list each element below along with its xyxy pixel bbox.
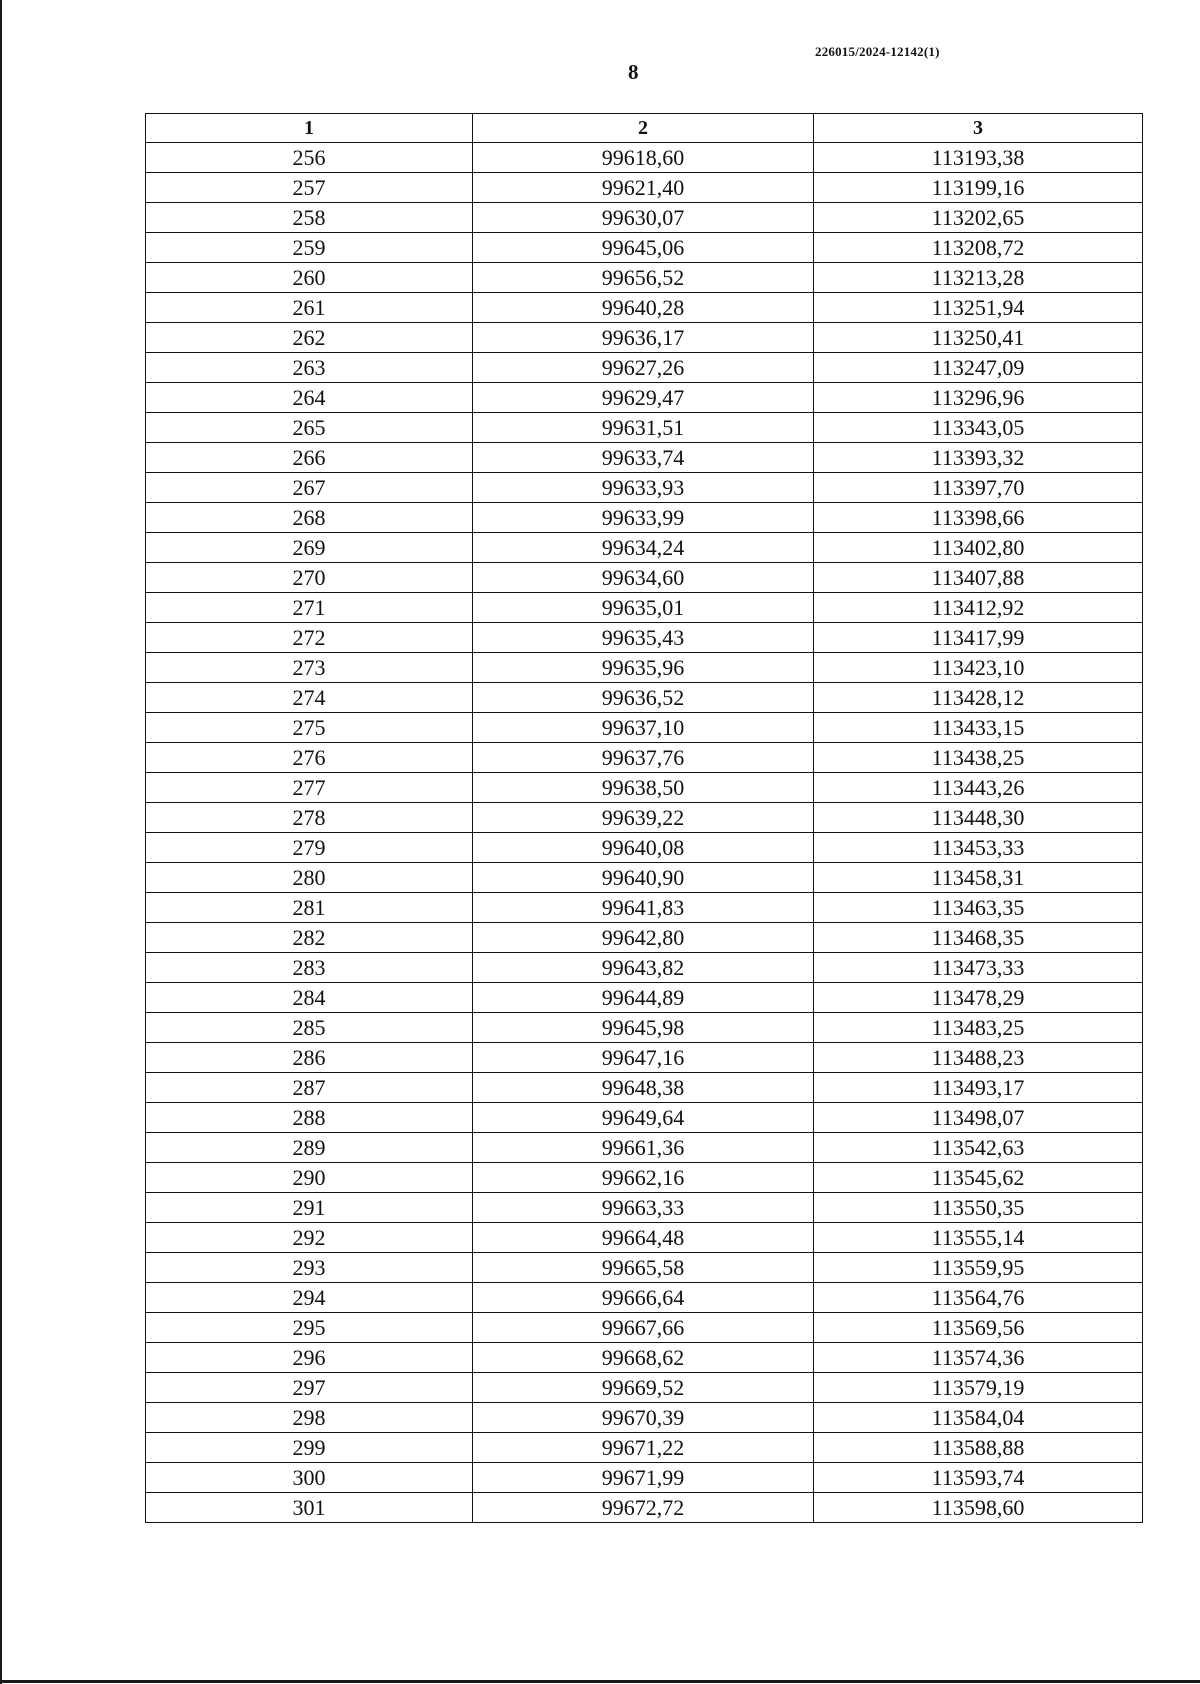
x-coordinate-cell: 99664,48 [473, 1223, 814, 1253]
table-row [146, 563, 1143, 593]
point-number-cell: 273 [146, 653, 473, 683]
y-coordinate-cell: 113247,09 [814, 353, 1143, 383]
point-number-cell: 276 [146, 743, 473, 773]
y-coordinate-cell: 113202,65 [814, 203, 1143, 233]
point-number-cell: 300 [146, 1463, 473, 1493]
point-number-cell: 278 [146, 803, 473, 833]
y-coordinate-cell: 113550,35 [814, 1193, 1143, 1223]
x-coordinate-cell: 99639,22 [473, 803, 814, 833]
y-coordinate-cell: 113493,17 [814, 1073, 1143, 1103]
point-number-cell: 294 [146, 1283, 473, 1313]
point-number-cell: 268 [146, 503, 473, 533]
scan-border-left [0, 0, 2, 1684]
y-coordinate-cell: 113448,30 [814, 803, 1143, 833]
x-coordinate-cell: 99666,64 [473, 1283, 814, 1313]
table-row [146, 503, 1143, 533]
y-coordinate-cell: 113564,76 [814, 1283, 1143, 1313]
table-row [146, 1103, 1143, 1133]
x-coordinate-cell: 99640,90 [473, 863, 814, 893]
table-row [146, 533, 1143, 563]
point-number-cell: 280 [146, 863, 473, 893]
table-row [146, 1133, 1143, 1163]
x-coordinate-cell: 99642,80 [473, 923, 814, 953]
point-number-cell: 301 [146, 1493, 473, 1523]
y-coordinate-cell: 113555,14 [814, 1223, 1143, 1253]
x-coordinate-cell: 99663,33 [473, 1193, 814, 1223]
y-coordinate-cell: 113438,25 [814, 743, 1143, 773]
x-coordinate-cell: 99635,43 [473, 623, 814, 653]
table-row [146, 293, 1143, 323]
point-number-cell: 272 [146, 623, 473, 653]
y-coordinate-cell: 113398,66 [814, 503, 1143, 533]
y-coordinate-cell: 113443,26 [814, 773, 1143, 803]
table-row [146, 1253, 1143, 1283]
y-coordinate-cell: 113598,60 [814, 1493, 1143, 1523]
x-coordinate-cell: 99629,47 [473, 383, 814, 413]
point-number-cell: 261 [146, 293, 473, 323]
x-coordinate-cell: 99672,72 [473, 1493, 814, 1523]
table-row [146, 893, 1143, 923]
x-coordinate-cell: 99643,82 [473, 953, 814, 983]
point-number-cell: 298 [146, 1403, 473, 1433]
y-coordinate-cell: 113579,19 [814, 1373, 1143, 1403]
table-row [146, 353, 1143, 383]
point-number-cell: 292 [146, 1223, 473, 1253]
point-number-cell: 284 [146, 983, 473, 1013]
x-coordinate-cell: 99665,58 [473, 1253, 814, 1283]
table-row [146, 413, 1143, 443]
table-row [146, 263, 1143, 293]
x-coordinate-cell: 99633,74 [473, 443, 814, 473]
point-number-cell: 275 [146, 713, 473, 743]
table-row [146, 953, 1143, 983]
point-number-cell: 262 [146, 323, 473, 353]
x-coordinate-cell: 99636,17 [473, 323, 814, 353]
point-number-cell: 277 [146, 773, 473, 803]
table-row [146, 623, 1143, 653]
x-coordinate-cell: 99656,52 [473, 263, 814, 293]
point-number-cell: 286 [146, 1043, 473, 1073]
table-row [146, 1493, 1143, 1523]
y-coordinate-cell: 113296,96 [814, 383, 1143, 413]
table-row [146, 473, 1143, 503]
table-body [146, 143, 1143, 1523]
point-number-cell: 281 [146, 893, 473, 923]
x-coordinate-cell: 99621,40 [473, 173, 814, 203]
point-number-cell: 264 [146, 383, 473, 413]
table-row [146, 1403, 1143, 1433]
y-coordinate-cell: 113423,10 [814, 653, 1143, 683]
table-row [146, 1163, 1143, 1193]
x-coordinate-cell: 99645,06 [473, 233, 814, 263]
x-coordinate-cell: 99633,93 [473, 473, 814, 503]
y-coordinate-cell: 113453,33 [814, 833, 1143, 863]
x-coordinate-cell: 99661,36 [473, 1133, 814, 1163]
point-number-cell: 258 [146, 203, 473, 233]
table-row [146, 173, 1143, 203]
point-number-cell: 293 [146, 1253, 473, 1283]
point-number-cell: 267 [146, 473, 473, 503]
x-coordinate-cell: 99634,24 [473, 533, 814, 563]
x-coordinate-cell: 99633,99 [473, 503, 814, 533]
y-coordinate-cell: 113593,74 [814, 1463, 1143, 1493]
y-coordinate-cell: 113397,70 [814, 473, 1143, 503]
x-coordinate-cell: 99645,98 [473, 1013, 814, 1043]
x-coordinate-cell: 99630,07 [473, 203, 814, 233]
table-row [146, 683, 1143, 713]
point-number-cell: 269 [146, 533, 473, 563]
x-coordinate-cell: 99641,83 [473, 893, 814, 923]
point-number-cell: 263 [146, 353, 473, 383]
point-number-cell: 256 [146, 143, 473, 173]
table-row [146, 1223, 1143, 1253]
x-coordinate-cell: 99634,60 [473, 563, 814, 593]
table-row [146, 143, 1143, 173]
x-coordinate-cell: 99627,26 [473, 353, 814, 383]
table-row [146, 983, 1143, 1013]
table-row [146, 1433, 1143, 1463]
table-row [146, 1463, 1143, 1493]
point-number-cell: 274 [146, 683, 473, 713]
table-row [146, 923, 1143, 953]
y-coordinate-cell: 113433,15 [814, 713, 1143, 743]
table-row [146, 323, 1143, 353]
point-number-cell: 287 [146, 1073, 473, 1103]
y-coordinate-cell: 113213,28 [814, 263, 1143, 293]
point-number-cell: 257 [146, 173, 473, 203]
y-coordinate-cell: 113402,80 [814, 533, 1143, 563]
x-coordinate-cell: 99635,96 [473, 653, 814, 683]
y-coordinate-cell: 113478,29 [814, 983, 1143, 1013]
point-number-cell: 283 [146, 953, 473, 983]
y-coordinate-cell: 113208,72 [814, 233, 1143, 263]
x-coordinate-cell: 99635,01 [473, 593, 814, 623]
y-coordinate-cell: 113488,23 [814, 1043, 1143, 1073]
x-coordinate-cell: 99637,76 [473, 743, 814, 773]
table-row [146, 773, 1143, 803]
point-number-cell: 285 [146, 1013, 473, 1043]
table-row [146, 1193, 1143, 1223]
table-row [146, 1283, 1143, 1313]
y-coordinate-cell: 113412,92 [814, 593, 1143, 623]
y-coordinate-cell: 113574,36 [814, 1343, 1143, 1373]
y-coordinate-cell: 113584,04 [814, 1403, 1143, 1433]
x-coordinate-cell: 99669,52 [473, 1373, 814, 1403]
point-number-cell: 260 [146, 263, 473, 293]
point-number-cell: 288 [146, 1103, 473, 1133]
table-row [146, 1313, 1143, 1343]
table-row [146, 203, 1143, 233]
y-coordinate-cell: 113199,16 [814, 173, 1143, 203]
y-coordinate-cell: 113559,95 [814, 1253, 1143, 1283]
table-row [146, 383, 1143, 413]
y-coordinate-cell: 113473,33 [814, 953, 1143, 983]
y-coordinate-cell: 113458,31 [814, 863, 1143, 893]
table-row [146, 743, 1143, 773]
y-coordinate-cell: 113498,07 [814, 1103, 1143, 1133]
y-coordinate-cell: 113343,05 [814, 413, 1143, 443]
table-row [146, 803, 1143, 833]
point-number-cell: 297 [146, 1373, 473, 1403]
y-coordinate-cell: 113569,56 [814, 1313, 1143, 1343]
table-row [146, 1013, 1143, 1043]
point-number-cell: 295 [146, 1313, 473, 1343]
column-header-2: 2 [473, 114, 814, 143]
y-coordinate-cell: 113542,63 [814, 1133, 1143, 1163]
document-reference: 226015/2024-12142(1) [815, 44, 940, 59]
point-number-cell: 265 [146, 413, 473, 443]
point-number-cell: 270 [146, 563, 473, 593]
x-coordinate-cell: 99631,51 [473, 413, 814, 443]
x-coordinate-cell: 99671,99 [473, 1463, 814, 1493]
table-row [146, 713, 1143, 743]
point-number-cell: 259 [146, 233, 473, 263]
y-coordinate-cell: 113250,41 [814, 323, 1143, 353]
point-number-cell: 266 [146, 443, 473, 473]
y-coordinate-cell: 113483,25 [814, 1013, 1143, 1043]
x-coordinate-cell: 99647,16 [473, 1043, 814, 1073]
y-coordinate-cell: 113251,94 [814, 293, 1143, 323]
y-coordinate-cell: 113407,88 [814, 563, 1143, 593]
x-coordinate-cell: 99638,50 [473, 773, 814, 803]
column-header-3: 3 [814, 114, 1143, 143]
point-number-cell: 291 [146, 1193, 473, 1223]
x-coordinate-cell: 99670,39 [473, 1403, 814, 1433]
table-row [146, 1343, 1143, 1373]
x-coordinate-cell: 99662,16 [473, 1163, 814, 1193]
point-number-cell: 290 [146, 1163, 473, 1193]
x-coordinate-cell: 99667,66 [473, 1313, 814, 1343]
page-number: 8 [628, 60, 639, 84]
table-row [146, 1043, 1143, 1073]
x-coordinate-cell: 99618,60 [473, 143, 814, 173]
x-coordinate-cell: 99636,52 [473, 683, 814, 713]
coordinates-table [145, 113, 1143, 1523]
y-coordinate-cell: 113545,62 [814, 1163, 1143, 1193]
x-coordinate-cell: 99668,62 [473, 1343, 814, 1373]
x-coordinate-cell: 99637,10 [473, 713, 814, 743]
table-row [146, 863, 1143, 893]
table-row [146, 1073, 1143, 1103]
x-coordinate-cell: 99671,22 [473, 1433, 814, 1463]
table-header-row [146, 114, 1143, 143]
y-coordinate-cell: 113463,35 [814, 893, 1143, 923]
y-coordinate-cell: 113417,99 [814, 623, 1143, 653]
column-header-1: 1 [146, 114, 473, 143]
table-row [146, 443, 1143, 473]
table-row [146, 653, 1143, 683]
point-number-cell: 279 [146, 833, 473, 863]
x-coordinate-cell: 99640,28 [473, 293, 814, 323]
table-row [146, 233, 1143, 263]
y-coordinate-cell: 113193,38 [814, 143, 1143, 173]
x-coordinate-cell: 99648,38 [473, 1073, 814, 1103]
scan-border-bottom [0, 1680, 1200, 1683]
point-number-cell: 289 [146, 1133, 473, 1163]
point-number-cell: 299 [146, 1433, 473, 1463]
x-coordinate-cell: 99649,64 [473, 1103, 814, 1133]
y-coordinate-cell: 113428,12 [814, 683, 1143, 713]
y-coordinate-cell: 113588,88 [814, 1433, 1143, 1463]
table-row [146, 593, 1143, 623]
point-number-cell: 282 [146, 923, 473, 953]
point-number-cell: 296 [146, 1343, 473, 1373]
x-coordinate-cell: 99640,08 [473, 833, 814, 863]
x-coordinate-cell: 99644,89 [473, 983, 814, 1013]
table-row [146, 1373, 1143, 1403]
y-coordinate-cell: 113393,32 [814, 443, 1143, 473]
point-number-cell: 271 [146, 593, 473, 623]
table-row [146, 833, 1143, 863]
y-coordinate-cell: 113468,35 [814, 923, 1143, 953]
